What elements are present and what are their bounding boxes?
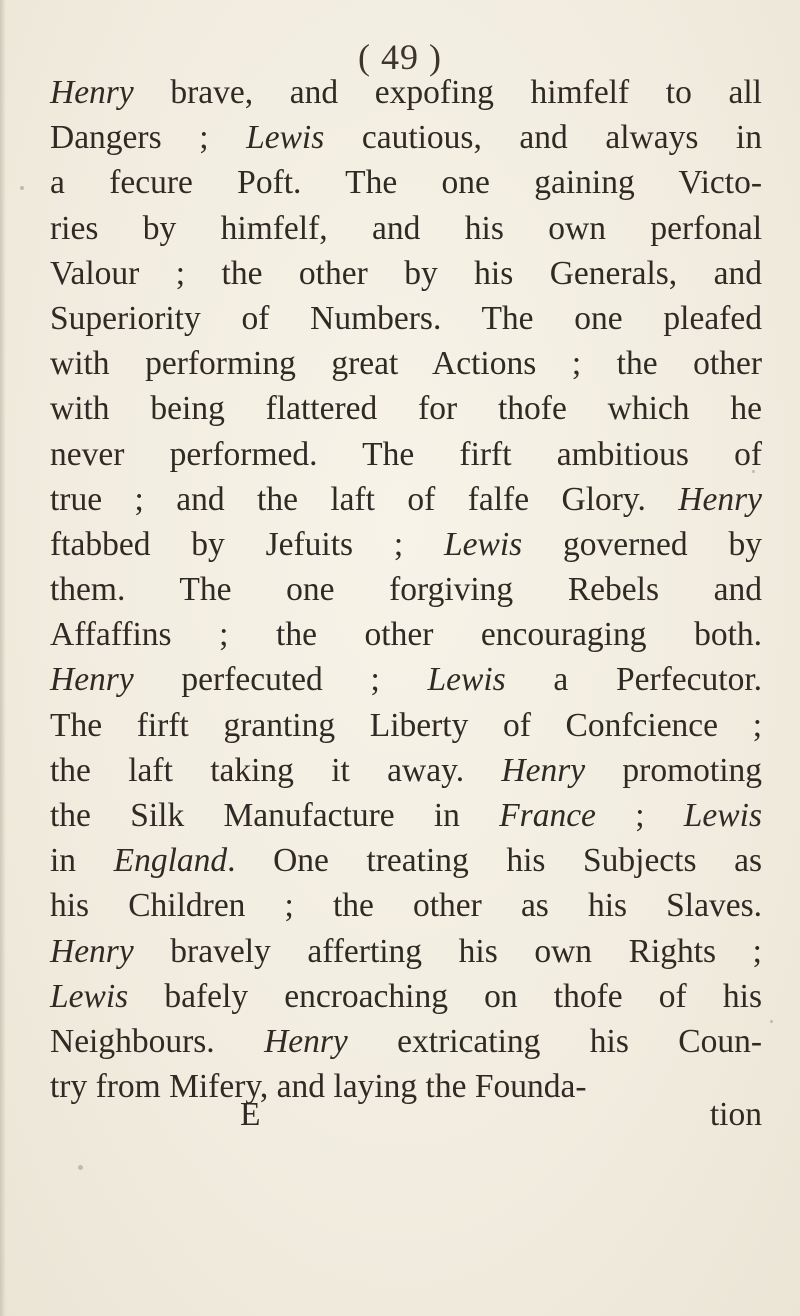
text-line	[50, 793, 762, 838]
italic-name: Lewis	[50, 977, 129, 1015]
signature-mark: E	[240, 1096, 261, 1133]
italic-name: England	[113, 842, 228, 880]
text-run: in	[50, 842, 114, 880]
body-text	[50, 70, 762, 1109]
text-line	[50, 657, 762, 702]
text-line	[50, 341, 762, 386]
text-run: Dangers ;	[50, 119, 247, 157]
binding-shadow	[0, 0, 6, 1316]
text-run: promoting	[585, 751, 763, 789]
italic-name: Henry	[501, 751, 586, 789]
text-run: a fecure Poft. The one gaining Victo-	[50, 164, 762, 202]
catchword: tion	[709, 1096, 762, 1133]
text-run: try from Mifery, and laying the Founda-	[50, 1068, 587, 1106]
italic-name: Henry	[264, 1022, 348, 1060]
text-run: ries by himfelf, and his own perfonal	[50, 209, 762, 247]
text-run: a Perfecutor.	[505, 661, 762, 699]
text-line	[50, 748, 762, 793]
text-line	[50, 206, 762, 251]
text-run: true ; and the laft of falfe Glory.	[50, 480, 679, 518]
text-line	[50, 160, 762, 205]
text-line	[50, 296, 762, 341]
italic-name: Henry	[678, 480, 762, 518]
text-line	[50, 567, 762, 612]
text-line	[50, 703, 762, 748]
italic-name: France	[499, 797, 596, 834]
text-line	[50, 883, 762, 928]
italic-name: Lewis	[246, 119, 325, 157]
text-line	[50, 386, 762, 431]
text-run: perfecuted ;	[133, 661, 428, 699]
text-line	[50, 522, 762, 567]
text-run: the Silk Manufacture in	[50, 797, 500, 834]
text-run: bravely afferting his own Rights ;	[133, 932, 762, 970]
page-footer	[50, 1093, 762, 1137]
text-run: The firft granting Liberty of Confcience ;	[50, 706, 762, 744]
text-run: the laft taking it away.	[50, 751, 502, 789]
text-line	[50, 432, 762, 477]
text-run: Valour ; the other by his Generals, and	[50, 254, 762, 292]
text-run: Superiority of Numbers. The one pleafed	[50, 299, 762, 337]
page-number: ( 49 )	[358, 37, 442, 77]
italic-name: Lewis	[427, 661, 506, 699]
text-line	[50, 612, 762, 657]
italic-name: Lewis	[444, 525, 523, 563]
text-line	[50, 974, 762, 1019]
text-run: Affaffins ; the other encouraging both.	[50, 616, 762, 654]
italic-name: Lewis	[683, 797, 762, 834]
text-run: cautious, and always in	[324, 119, 762, 157]
text-run: brave, and expofing himfelf to all	[133, 74, 762, 111]
text-run: extricating his Coun-	[347, 1022, 762, 1060]
italic-name: Henry	[50, 932, 134, 970]
text-run: governed by	[522, 525, 762, 563]
paper-speck	[78, 1165, 83, 1170]
paper-speck	[770, 1020, 773, 1023]
text-run: with performing great Actions ; the other	[50, 345, 762, 383]
italic-name: Henry	[50, 74, 134, 111]
text-run: ;	[595, 797, 684, 834]
text-run: ftabbed by Jefuits ;	[50, 525, 444, 563]
text-run: Neighbours.	[50, 1022, 265, 1060]
text-run: . One treating his Subjects as	[227, 842, 762, 880]
text-run: his Children ; the other as his Slaves.	[50, 887, 762, 925]
text-run: never performed. The firft ambitious of	[50, 435, 762, 473]
text-line	[50, 70, 762, 115]
text-line	[50, 477, 762, 522]
text-line	[50, 115, 762, 160]
text-line	[50, 251, 762, 296]
text-line	[50, 838, 762, 883]
text-run: bafely encroaching on thofe of his	[128, 977, 762, 1015]
text-line	[50, 1019, 762, 1064]
paper-speck	[752, 470, 755, 473]
text-run: them. The one forgiving Rebels and	[50, 571, 762, 609]
paper-speck	[20, 186, 24, 190]
italic-name: Henry	[50, 661, 134, 699]
text-line	[50, 929, 762, 974]
text-run: with being flattered for thofe which he	[50, 390, 762, 428]
